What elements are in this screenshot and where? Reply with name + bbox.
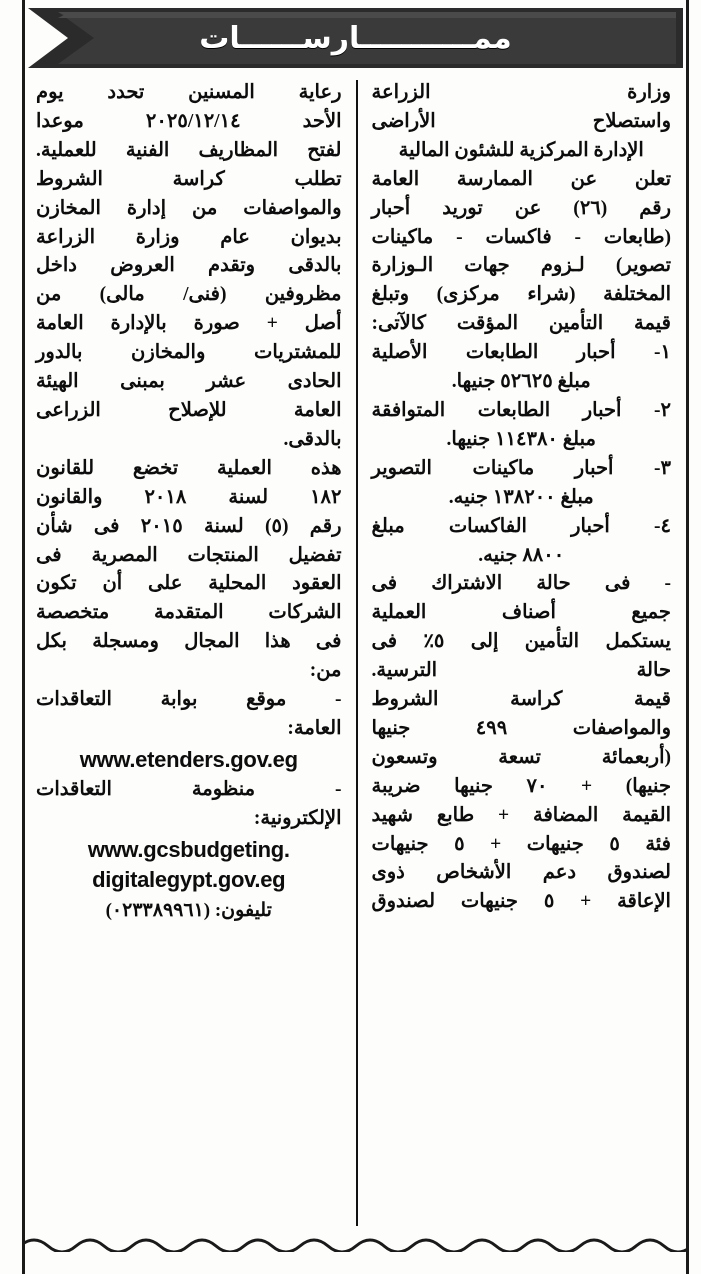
body-line: قيمة التأمين المؤقت كالآتى: <box>371 313 671 335</box>
banner-title: ممـــــــــــارســــــات <box>199 21 512 55</box>
body-line: بالدقى. <box>283 428 342 450</box>
section-banner <box>28 8 683 68</box>
column-right <box>356 80 682 1226</box>
body-line: الشركات المتقدمة متخصصة <box>36 602 342 624</box>
body-line: رعاية المسنين تحدد يوم <box>36 82 342 103</box>
article-heading-line: وزارة الزراعة <box>371 82 671 103</box>
body-line: العامة: <box>287 717 342 739</box>
body-line: الإلكترونية: <box>253 808 342 830</box>
body-line: العامة للإصلاح الزراعى <box>36 399 342 421</box>
body-line: ١- أحبار الطابعات الأصلية <box>371 342 671 364</box>
body-line: تصوير) لـزوم جهات الـوزارة <box>371 255 671 277</box>
body-line: ٨٨٠٠ جنيه. <box>478 544 565 566</box>
body-line: للمشتريات والمخازن بالدور <box>36 342 342 364</box>
body-line: - منظومة التعاقدات <box>36 779 342 801</box>
body-line: ٣- أحبار ماكينات التصوير <box>371 457 671 479</box>
body-line: أصل + صورة بالإدارة العامة <box>36 313 342 335</box>
body-line: بديوان عام وزارة الزراعة <box>36 226 342 248</box>
body-line: حالة الترسية. <box>371 660 671 682</box>
gcsbudgeting-url-line1[interactable]: www.gcsbudgeting. <box>87 837 290 863</box>
page-border-left <box>22 0 25 1274</box>
column-left <box>30 80 356 1226</box>
body-line: يستكمل التأمين إلى ٥٪ فى <box>371 631 671 653</box>
body-line: فئة ٥ جنيهات + ٥ جنيهات <box>371 833 671 855</box>
body-line: مبلغ ٥٢٦٢٥ جنيها. <box>451 371 591 393</box>
body-line: الأحد ٢٠٢٥/١٢/١٤ موعدا <box>36 110 342 132</box>
body-line: الإعاقة + ٥ جنيهات لصندوق <box>371 891 671 913</box>
body-line: من: <box>309 660 342 682</box>
page-bottom-wave <box>22 1232 689 1252</box>
page-border-right <box>686 0 689 1274</box>
body-line: فى هذا المجال ومسجلة بكل <box>36 631 342 653</box>
body-line: والمواصفات ٤٩٩ جنيها <box>371 717 671 739</box>
body-line: العقود المحلية على أن تكون <box>36 573 342 595</box>
body-line: مظروفين (فنى/ مالى) من <box>36 284 342 306</box>
gcsbudgeting-url-line2[interactable]: digitalegypt.gov.eg <box>92 867 286 893</box>
body-line: (أربعمائة تسعة وتسعون <box>371 746 671 768</box>
body-line: رقم (٥) لسنة ٢٠١٥ فى شأن <box>36 515 342 537</box>
body-line: هذه العملية تخضع للقانون <box>36 457 342 479</box>
body-line: (طابعات - فاكسات - ماكينات <box>371 226 671 248</box>
body-line: تطلب كراسة الشروط <box>36 168 342 190</box>
body-line: تعلن عن الممارسة العامة <box>371 168 671 190</box>
body-line: مبلغ ١١٤٣٨٠ جنيها. <box>446 428 596 450</box>
body-line: القيمة المضافة + طابع شهيد <box>371 804 671 826</box>
body-line: رقم (٢٦) عن توريد أحبار <box>371 197 671 219</box>
body-line: جنيها) + ٧٠ جنيها ضريبة <box>371 775 671 797</box>
body-line: ١٨٢ لسنة ٢٠١٨ والقانون <box>36 486 342 508</box>
body-line: - موقع بوابة التعاقدات <box>36 689 342 711</box>
body-line: لفتح المظاريف الفنية للعملية. <box>36 139 342 161</box>
body-line: ٤- أحبار الفاكسات مبلغ <box>371 515 671 537</box>
body-line: تفضيل المنتجات المصرية فى <box>36 544 342 566</box>
body-line: ٢- أحبار الطابعات المتوافقة <box>371 399 671 421</box>
body-line: قيمة كراسة الشروط <box>371 689 671 711</box>
body-line: جميع أصناف العملية <box>371 602 671 624</box>
article-columns <box>30 80 681 1226</box>
body-line: الحادى عشر بمبنى الهيئة <box>36 371 342 393</box>
body-line: - فى حالة الاشتراك فى <box>371 573 671 595</box>
article-heading-line: واستصلاح الأراضى <box>371 110 671 132</box>
etenders-url[interactable]: www.etenders.gov.eg <box>79 746 298 772</box>
body-line: والمواصفات من إدارة المخازن <box>36 197 342 219</box>
body-line: لصندوق دعم الأشخاص ذوى <box>371 862 671 884</box>
telephone-line: تليفون: (٠٢٣٣٨٩٩٦١) <box>105 899 272 921</box>
body-line: المختلفة (شراء مركزى) وتبلغ <box>371 284 671 306</box>
body-line: بالدقى وتقدم العروض داخل <box>36 255 342 277</box>
body-line: مبلغ ١٣٨٢٠٠ جنيه. <box>448 486 594 508</box>
body-line: الإدارة المركزية للشئون المالية <box>398 139 644 161</box>
